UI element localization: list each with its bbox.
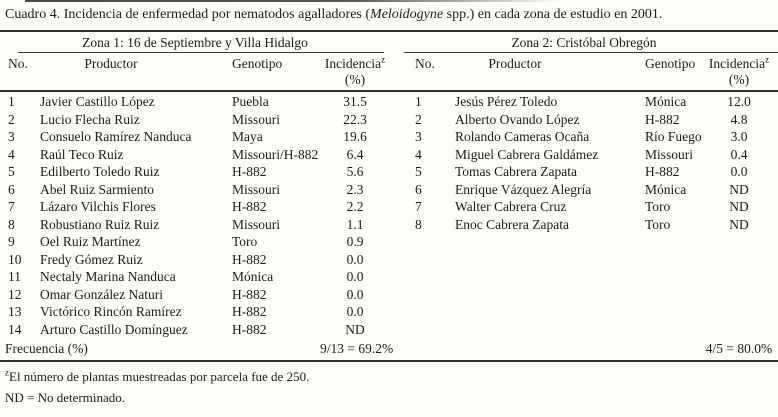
table-row [0,146,390,164]
row-number: 6 [8,181,15,197]
zone2-column-headers [390,55,778,90]
table-caption [5,6,775,24]
table-row [0,286,390,304]
incidence-value: 0.0 [346,304,364,319]
producer-name: Robustiano Ruiz Ruiz [40,216,160,232]
table-row [390,93,778,111]
row-number: 4 [8,146,15,162]
table-row [0,163,390,181]
row-number: 2 [8,111,15,127]
genotype-value: H-882 [645,111,680,127]
table-row [390,163,778,181]
incidence-value: 0.9 [346,234,364,249]
genotype-value: Toro [645,199,671,214]
col-header-no: No. [415,56,435,71]
rule-below-zone2-header [404,52,778,53]
producer-name: Jesús Pérez Toledo [455,94,558,109]
incidencia-unit: (%) [728,72,750,87]
frequency-spacer [390,339,700,358]
genotype-value: Missouri [645,146,694,162]
table-row [390,146,778,164]
zone1-column-headers [0,55,390,90]
caption-suffix: spp.) en cada zona de estudio en 2001. [443,7,663,22]
row-number: 14 [8,321,22,337]
row-number: 13 [8,304,22,319]
zone1-rows [0,93,390,338]
producer-name: Javier Castillo López [40,94,155,109]
incidence-value: 0.0 [346,269,364,284]
col-header-incidencia [320,55,390,90]
genotype-value: Toro [645,216,671,232]
incidencia-label: Incidencia [708,56,766,71]
incidence-value: 0.0 [346,286,364,302]
incidence-value: 31.5 [343,94,367,109]
table-row [390,198,778,216]
row-number: 8 [8,216,15,232]
incidencia-unit: (%) [344,72,366,87]
row-number: 3 [415,129,422,144]
incidence-value: 22.3 [343,111,367,127]
genotype-value: H-882 [232,321,267,337]
genotype-value: H-882 [645,164,680,179]
row-number: 12 [8,286,22,302]
footnote-sample-size [5,368,309,385]
caption-prefix: Cuadro 4. Incidencia de enfermedad por nematodos agalladores ( [5,7,371,22]
col-header-productor: Productor [488,56,542,71]
incidence-value: 0.0 [346,251,364,267]
col-header-incidencia [700,55,778,90]
producer-name: Victórico Rincón Ramírez [40,304,182,319]
genotype-value: H-882 [232,199,267,214]
genotype-value: Mónica [232,269,274,284]
incidence-value: 4.8 [730,111,748,127]
footnote-text: ND = No determinado. [5,390,125,405]
genotype-value: H-882 [232,286,267,302]
incidencia-footnote-marker: z [765,54,770,65]
incidence-value: ND [729,199,749,214]
row-number: 3 [8,129,15,144]
table-row [0,268,390,286]
genotype-value: Toro [232,234,258,249]
frequency-label: Frecuencia (%) [5,341,88,356]
table-row [390,111,778,129]
row-number: 8 [415,216,422,232]
rule-below-frequency [0,360,778,362]
table-row [390,181,778,199]
table-row [0,111,390,129]
producer-name: Fredy Gómez Ruiz [40,251,143,267]
incidence-value: 6.4 [346,146,364,162]
producer-name: Omar González Naturi [40,286,163,302]
genotype-value: Puebla [232,94,269,109]
frequency-row [0,339,778,358]
table-row [0,128,390,146]
table-row [0,303,390,321]
row-number: 7 [8,199,15,214]
row-number: 4 [415,146,422,162]
table-row [390,128,778,146]
genotype-value: Maya [232,129,263,144]
genotype-value: H-882 [232,164,267,179]
incidence-value: 3.0 [730,129,748,144]
row-number: 6 [415,181,422,197]
producer-name: Raúl Teco Ruiz [40,146,124,162]
producer-name: Miguel Cabrera Galdámez [455,146,599,162]
genotype-value: H-882 [232,304,267,319]
row-number: 7 [415,199,422,214]
producer-name: Lázaro Vilchis Flores [40,199,156,214]
row-number: 1 [415,94,422,109]
table-row [0,233,390,251]
producer-name: Consuelo Ramírez Nanduca [40,129,192,144]
incidence-value: 2.3 [346,181,364,197]
table-row [0,251,390,269]
genotype-value: H-882 [232,251,267,267]
incidence-value: ND [345,321,365,337]
col-header-genotipo: Genotipo [232,56,283,71]
incidence-value: 0.0 [730,164,748,179]
footnote-marker: z [5,367,9,378]
zone1-header: Zona 1: 16 de Septiembre y Villa Hidalgo [82,35,308,50]
incidencia-footnote-marker: z [381,54,386,65]
genotype-value: Missouri [232,111,281,127]
incidence-value: 19.6 [343,129,367,144]
zone2-header: Zona 2: Cristóbal Obregón [511,35,657,50]
scan-artifact-line [25,0,565,2]
incidence-value: 2.2 [346,199,364,214]
table-row [390,216,778,234]
frequency-zone2-value: 4/5 = 80.0% [705,341,773,356]
footnote-text: El número de plantas muestreadas por parcela fue de 250. [9,369,310,384]
incidencia-label: Incidencia [324,56,382,71]
rule-below-zone1-header [18,52,384,53]
row-number: 5 [415,164,422,179]
frequency-zone1-value: 9/13 = 69.2% [320,341,394,356]
table-row [0,181,390,199]
producer-name: Tomas Cabrera Zapata [455,164,577,179]
producer-name: Walter Cabrera Cruz [455,199,567,214]
row-number: 10 [8,251,22,267]
row-number: 1 [8,94,15,109]
table-row [0,321,390,339]
rule-below-caption [0,30,778,32]
table-row [0,198,390,216]
producer-name: Alberto Ovando López [455,111,580,127]
producer-name: Enoc Cabrera Zapata [455,216,569,232]
incidence-value: 12.0 [727,94,751,109]
genotype-value: Missouri/H-882 [232,146,319,162]
table-row [0,216,390,234]
producer-name: Enrique Vázquez Alegría [455,181,592,197]
row-number: 5 [8,164,15,179]
producer-name: Arturo Castillo Domínguez [40,321,188,337]
incidence-value: 5.6 [346,164,364,179]
footnote-nd [5,389,125,406]
genotype-value: Mónica [645,94,687,109]
col-header-genotipo: Genotipo [645,56,696,71]
incidence-value: 1.1 [346,216,364,232]
zone2-rows [390,93,778,233]
producer-name: Nectaly Marina Nanduca [40,269,176,284]
incidence-value: 0.4 [730,146,748,162]
incidence-value: ND [729,181,749,197]
incidence-value: ND [729,216,749,232]
genotype-value: Mónica [645,181,687,197]
caption-genus-italic: Meloidogyne [370,7,444,22]
producer-name: Oel Ruiz Martínez [40,234,141,249]
col-header-no: No. [8,56,28,71]
genotype-value: Missouri [232,181,281,197]
genotype-value: Río Fuego [645,129,702,144]
col-header-productor: Productor [84,56,138,71]
table-row [0,93,390,111]
producer-name: Edilberto Toledo Ruiz [40,164,160,179]
producer-name: Lucio Flecha Ruiz [40,111,140,127]
producer-name: Rolando Cameras Ocaña [455,129,590,144]
rule-below-column-headers [0,90,778,92]
row-number: 2 [415,111,422,127]
row-number: 9 [8,234,15,249]
row-number: 11 [8,269,21,284]
genotype-value: Missouri [232,216,281,232]
producer-name: Abel Ruiz Sarmiento [40,181,154,197]
